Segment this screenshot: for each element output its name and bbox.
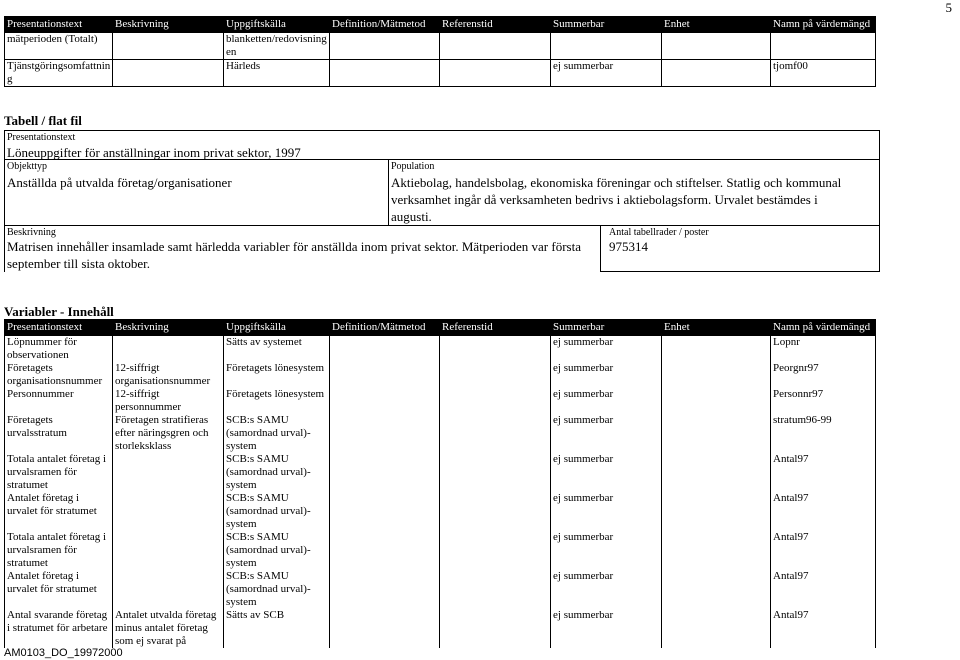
table-cell [440,570,551,609]
table-cell [440,60,551,87]
table-cell: Sätts av SCB [224,609,330,648]
table-cell [330,609,440,648]
column-header: Referenstid [440,17,551,33]
table-row [5,492,876,531]
column-header: Definition/Mätmetod [330,320,440,336]
column-header: Presentationstext [5,320,113,336]
table-cell: Personnummer [5,388,113,414]
table-cell [662,531,771,570]
column-header: Beskrivning [113,320,224,336]
table-cell [662,414,771,453]
column-header: Referenstid [440,320,551,336]
column-header-row [5,320,876,336]
table-cell: Företagets lönesystem [224,362,330,388]
table-cell [330,414,440,453]
table-cell [662,60,771,87]
table-cell: Antalet företag i urvalet för stratumet [5,492,113,531]
table-cell [440,609,551,648]
table-cell [330,531,440,570]
tabell-box [4,130,880,272]
table-cell: SCB:s SAMU (samordnad urval)-system [224,531,330,570]
table-cell: ej summerbar [551,388,662,414]
table-cell: Personnr97 [771,388,876,414]
table-cell [440,531,551,570]
table-cell [113,336,224,363]
table-cell: Antal97 [771,531,876,570]
table-cell: stratum96-99 [771,414,876,453]
table-cell [330,492,440,531]
variabler-heading: Variabler - Innehåll [4,304,114,319]
antal-cell [601,225,879,272]
table-cell [440,362,551,388]
table-cell: ej summerbar [551,362,662,388]
table-cell: Härleds [224,60,330,87]
column-header-row [5,17,876,33]
table-cell: ej summerbar [551,414,662,453]
table-row [5,388,876,414]
table-cell: Antal97 [771,492,876,531]
page-number: 5 [945,0,952,15]
table-cell: Totala antalet företag i urvalsramen för stratumet [5,453,113,492]
table-cell: ej summerbar [551,531,662,570]
table-cell: ej summerbar [551,570,662,609]
beskrivning-label: Beskrivning [7,227,56,238]
table-cell: SCB:s SAMU (samordnad urval)-system [224,492,330,531]
table-cell [330,388,440,414]
antal-label: Antal tabellrader / poster [609,227,709,238]
column-header: Presentationstext [5,17,113,33]
table-cell: Antalet företag i urvalet för stratumet [5,570,113,609]
table-cell: mätperioden (Totalt) [5,33,113,60]
top-variable-table [4,16,876,87]
population-value: Aktiebolag, handelsbolag, ekonomiska föreningar och stiftelser. Statlig och kommunal verksamhet ingår då verksamheten bedrivs i aktiebolagsform. Urvalet bestämdes i augusti. [391,175,842,224]
table-row [5,60,876,87]
table-cell [113,531,224,570]
column-header: Definition/Mätmetod [330,17,440,33]
table-cell [330,336,440,363]
beskrivning-value: Matrisen innehåller insamlade samt härledda variabler för anställda inom privat sektor. Mätperioden var första september till sista oktober. [7,239,581,271]
objekttyp-value: Anställda på utvalda företag/organisationer [7,175,232,190]
table-cell: blanketten/redovisning en [224,33,330,60]
table-cell: Antal97 [771,453,876,492]
table-cell [113,453,224,492]
table-cell: Lopnr [771,336,876,363]
table-cell [662,33,771,60]
population-label: Population [391,161,435,172]
population-cell [389,160,879,226]
table-cell: Företagets urvalsstratum [5,414,113,453]
table-cell [330,33,440,60]
table-cell [662,388,771,414]
table-cell: 12-siffrigt personnummer [113,388,224,414]
table-cell: Antal97 [771,570,876,609]
table-cell [771,33,876,60]
column-header: Uppgiftskälla [224,320,330,336]
column-header: Beskrivning [113,17,224,33]
column-header: Enhet [662,17,771,33]
table-cell [440,414,551,453]
table-cell [662,336,771,363]
table-cell [662,362,771,388]
column-header: Summerbar [551,17,662,33]
table-row [5,33,876,60]
table-cell [330,362,440,388]
beskrivning-cell [5,225,601,272]
table-cell: Antal97 [771,609,876,648]
table-cell [330,60,440,87]
table-cell: SCB:s SAMU (samordnad urval)-system [224,453,330,492]
table-cell: Tjänstgöringsomfattnin g [5,60,113,87]
table-cell [440,492,551,531]
tabell-heading: Tabell / flat fil [4,113,82,128]
table-row [5,570,876,609]
table-cell [113,570,224,609]
antal-value: 975314 [609,239,648,254]
table-cell: ej summerbar [551,609,662,648]
table-row [5,362,876,388]
table-cell [330,570,440,609]
column-header: Namn på värdemängd [771,17,876,33]
document-id-footer: AM0103_DO_19972000 [4,647,123,659]
table-cell: Antal svarande företag i stratumet för arbetare [5,609,113,648]
table-cell: Peorgnr97 [771,362,876,388]
table-cell: Företagen stratifieras efter näringsgren och storleksklass [113,414,224,453]
table-cell: Sätts av systemet [224,336,330,363]
table-cell: tjomf00 [771,60,876,87]
presentationstext-label: Presentationstext [7,132,76,143]
variabler-table [4,319,876,648]
table-cell: ej summerbar [551,336,662,363]
table-cell [113,33,224,60]
table-row [5,609,876,648]
table-cell [662,570,771,609]
column-header: Namn på värdemängd [771,320,876,336]
column-header: Uppgiftskälla [224,17,330,33]
table-cell [440,336,551,363]
table-cell [440,388,551,414]
table-cell [113,492,224,531]
table-cell: Företagets organisationsnummer [5,362,113,388]
column-header: Summerbar [551,320,662,336]
table-cell: ej summerbar [551,453,662,492]
presentationstext-cell [5,131,879,160]
table-cell: ej summerbar [551,60,662,87]
table-row [5,336,876,363]
table-cell: Antalet utvalda företag minus antalet företag som ej svarat på [113,609,224,648]
objekttyp-label: Objekttyp [7,161,47,172]
table-cell: Företagets lönesystem [224,388,330,414]
table-cell [551,33,662,60]
table-cell: 12-siffrigt organisationsnummer [113,362,224,388]
table-cell [662,609,771,648]
table-cell [330,453,440,492]
presentationstext-value: Löneuppgifter för anställningar inom privat sektor, 1997 [7,145,301,160]
table-cell [662,453,771,492]
table-cell: Totala antalet företag i urvalsramen för stratumet [5,531,113,570]
table-cell [113,60,224,87]
table-cell: Löpnummer för observationen [5,336,113,363]
table-cell [440,453,551,492]
column-header: Enhet [662,320,771,336]
table-row [5,531,876,570]
table-cell: SCB:s SAMU (samordnad urval)-system [224,414,330,453]
table-cell [440,33,551,60]
table-cell: SCB:s SAMU (samordnad urval)-system [224,570,330,609]
table-row [5,453,876,492]
table-row [5,414,876,453]
table-cell: ej summerbar [551,492,662,531]
table-cell [662,492,771,531]
